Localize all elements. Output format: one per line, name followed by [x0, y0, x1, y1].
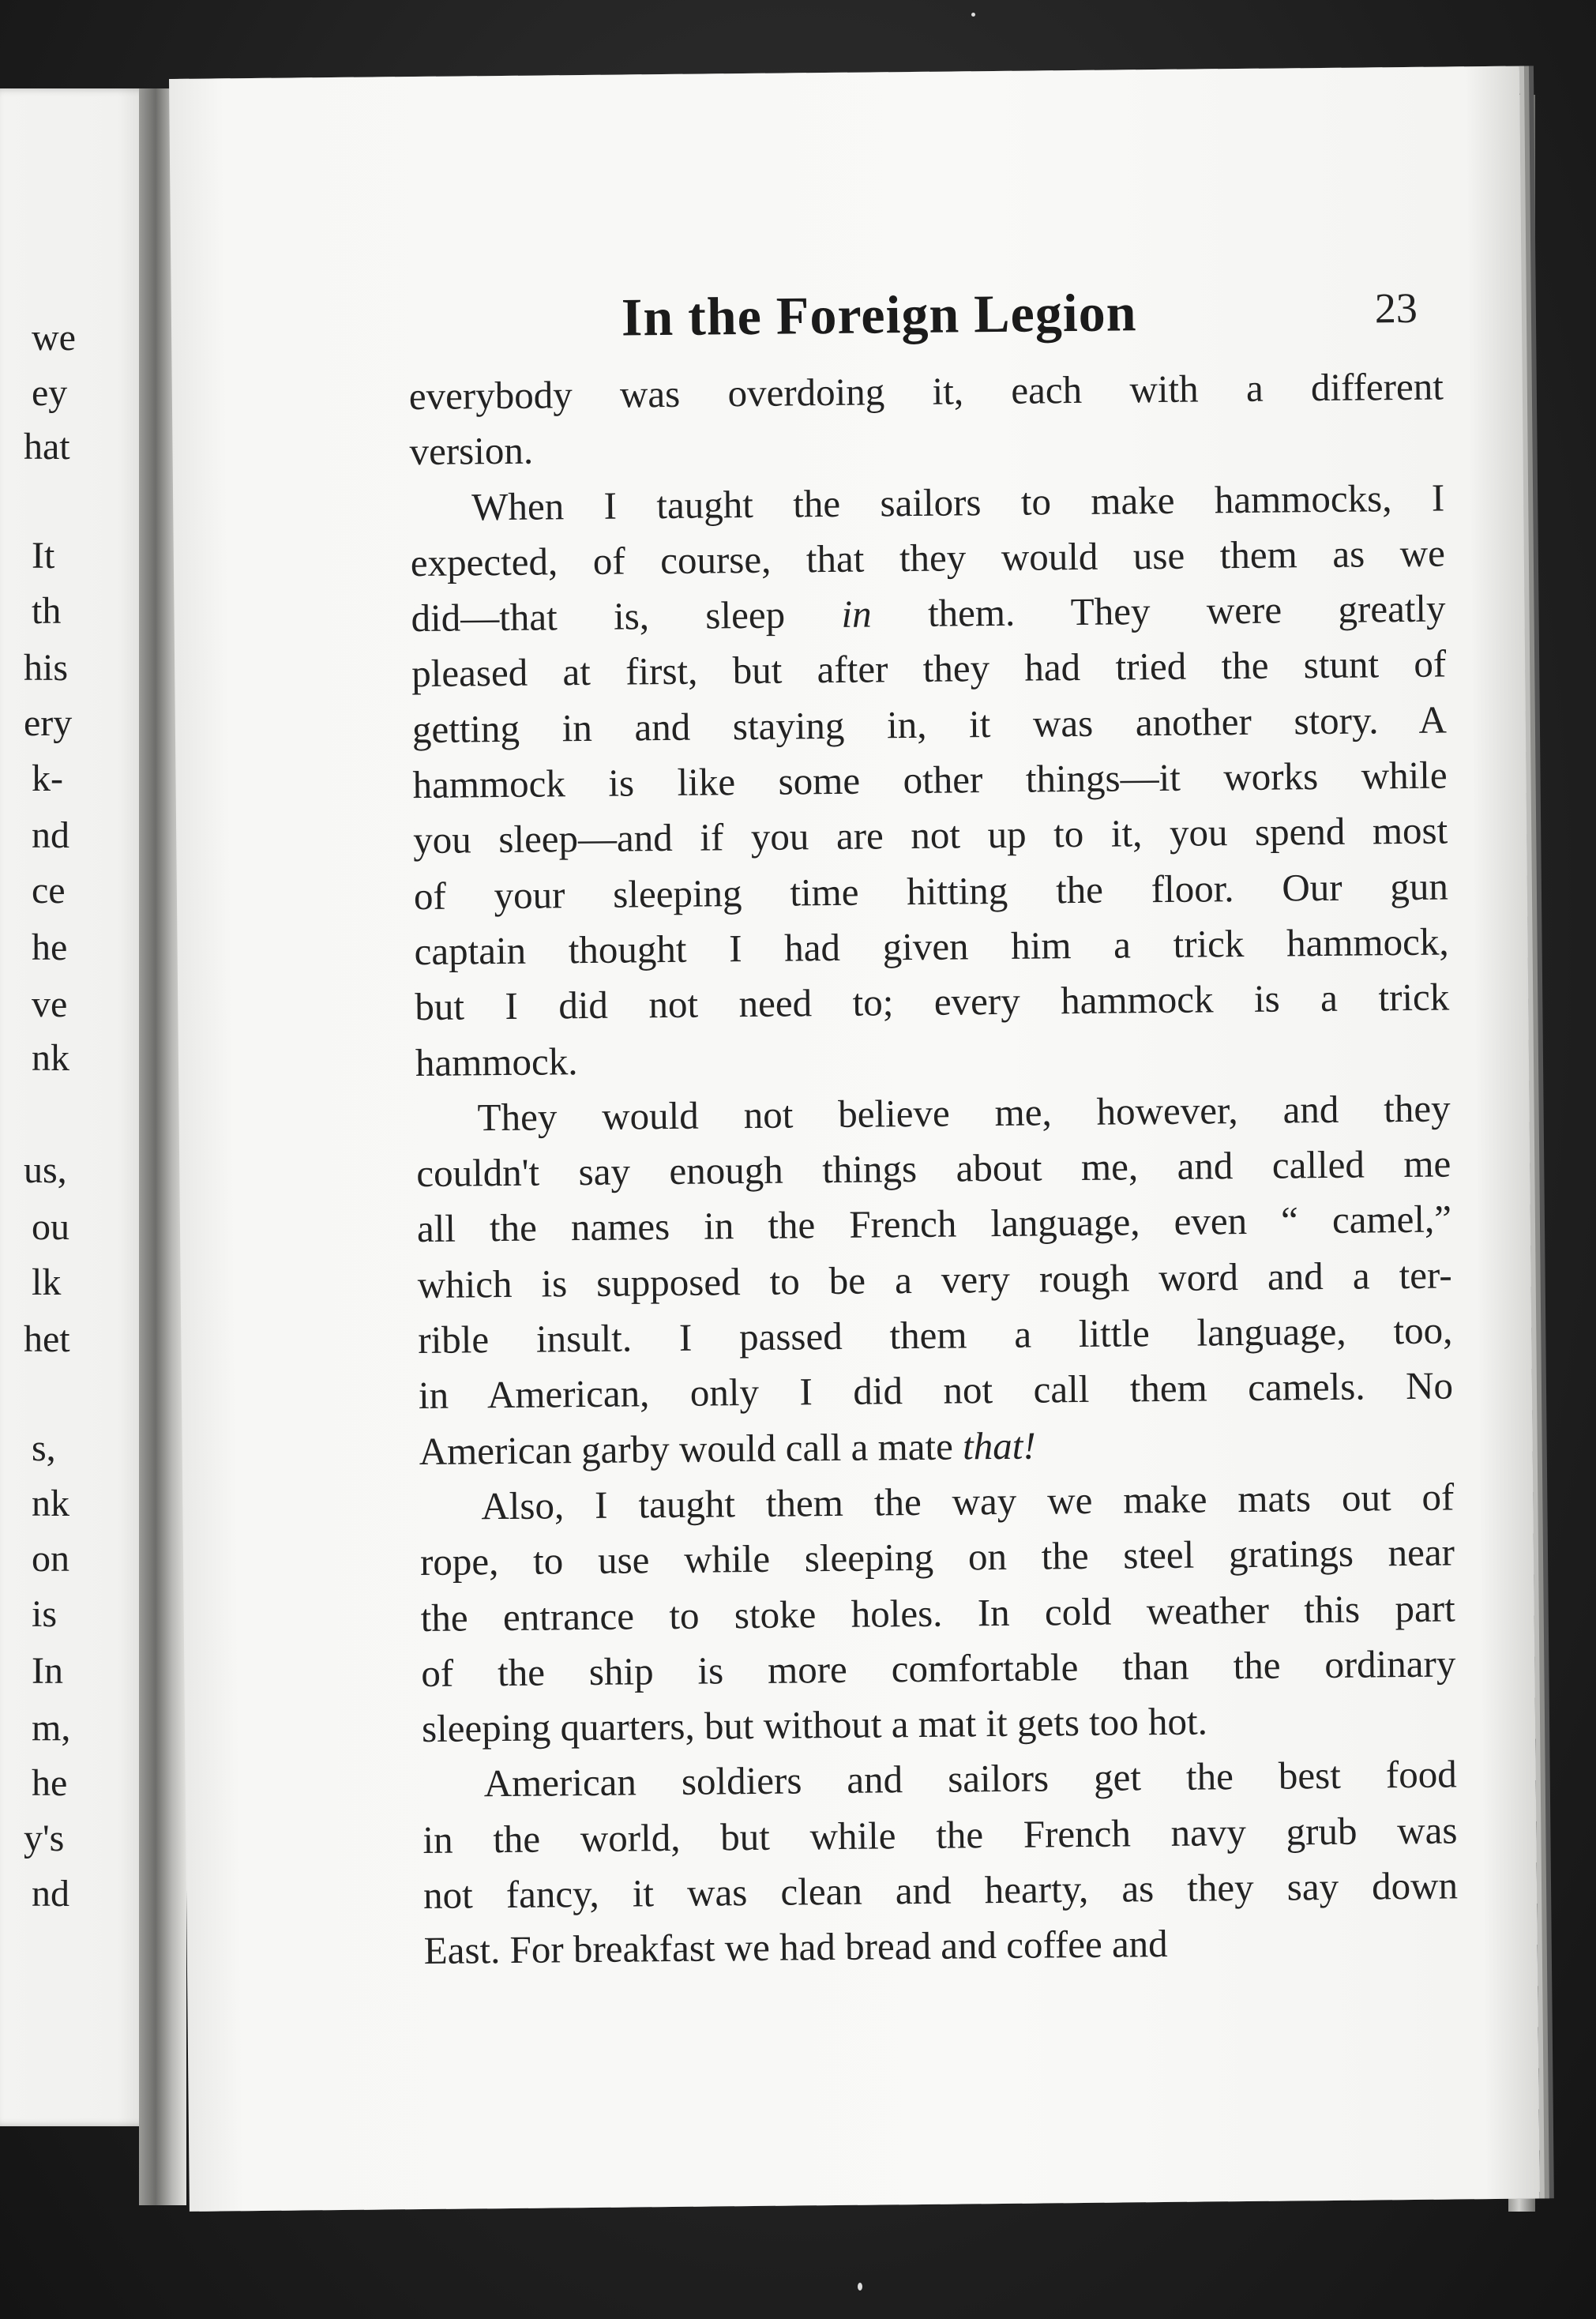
- left-page-fragment: nd: [32, 814, 69, 856]
- text-line: in the world, but while the French navy grub was: [422, 1808, 1458, 1862]
- text-line: which is supposed to be a very rough word and a ter-: [417, 1253, 1452, 1306]
- text-line: not fancy, it was clean and hearty, as they say down: [422, 1863, 1459, 1918]
- body-text: [409, 359, 1459, 1979]
- text-line: captain thought I had given him a trick hammock,: [414, 919, 1449, 974]
- scan-speck: [858, 2283, 862, 2291]
- left-page-fragment: his: [24, 647, 69, 689]
- text-line: of your sleeping time hitting the floor. Our gun: [413, 864, 1449, 918]
- left-page-fragment: k-: [32, 757, 63, 799]
- text-line: couldn't say enough things about me, and called me: [416, 1141, 1451, 1196]
- left-page-fragment: s,: [32, 1427, 56, 1469]
- left-page-fragment: In: [32, 1650, 63, 1692]
- page-header: [456, 279, 1436, 359]
- left-page-fragment: nk: [32, 1037, 69, 1079]
- text-line: hammock.: [415, 1039, 578, 1084]
- left-page-fragment: hat: [24, 426, 70, 468]
- text-line: you sleep—and if you are not up to it, you spend most: [413, 808, 1448, 863]
- text-line: rible insult. I passed them a little language, too,: [418, 1308, 1453, 1362]
- text-line: version.: [409, 428, 534, 474]
- book-page: [169, 66, 1540, 2212]
- left-page-fragment: th: [32, 590, 62, 632]
- text-line: of the ship is more comfortable than the ordinary: [421, 1641, 1456, 1695]
- text-line: everybody was overdoing it, each with a different: [408, 364, 1444, 419]
- text-line: hammock is like some other things—it works while: [412, 753, 1448, 807]
- left-page-fragment: he: [32, 1762, 68, 1804]
- text-line: American garby would call a mate that!: [419, 1423, 1036, 1473]
- left-page-fragment: lk: [32, 1261, 62, 1303]
- left-page-fragment: is: [32, 1593, 58, 1635]
- text-line: When I taught the sailors to make hammocks, I: [471, 475, 1445, 528]
- left-page-fragment: he: [32, 926, 68, 968]
- text-line: sleeping quarters, but without a mat it gets too hot.: [421, 1699, 1208, 1751]
- text-line: expected, of course, that they would use them as we: [410, 531, 1446, 584]
- scan-speck: [971, 13, 975, 17]
- text-line: rope, to use while sleeping on the steel gratings near: [419, 1530, 1455, 1584]
- running-head: In the Foreign Legion: [621, 282, 1137, 348]
- left-page-fragment: ery: [24, 702, 73, 744]
- text-line: Also, I taught them the way we make mats out of: [481, 1475, 1455, 1528]
- text-line: all the names in the French language, even “ camel,”: [416, 1197, 1452, 1251]
- left-page-fragment: ey: [32, 372, 68, 414]
- text-line: East. For breakfast we had bread and coffee and: [423, 1922, 1168, 1973]
- text-line: but I did not need to; every hammock is a trick: [415, 975, 1450, 1029]
- text-line: pleased at first, but after they had tried the stunt of: [411, 641, 1447, 696]
- left-page-fragment: ou: [32, 1206, 69, 1248]
- text-line: did—that is, sleep in them. They were greatly: [411, 586, 1446, 641]
- left-page-fragment: us,: [24, 1149, 67, 1191]
- left-page-fragment: on: [32, 1538, 69, 1580]
- text-line: American soldiers and sailors get the best food: [483, 1752, 1457, 1806]
- left-page-fragment: we: [32, 317, 76, 359]
- text-line: They would not believe me, however, and they: [477, 1086, 1451, 1140]
- left-page-fragment: nk: [32, 1483, 69, 1524]
- left-page-fragment: m,: [32, 1707, 71, 1749]
- text-line: in American, only I did not call them camels. No: [418, 1363, 1454, 1418]
- page-number: 23: [1374, 284, 1418, 333]
- left-page-fragment: ve: [32, 983, 68, 1025]
- text-line: getting in and staying in, it was another story. A: [411, 697, 1448, 751]
- left-page-fragment: het: [24, 1318, 70, 1360]
- left-page-fragment: It: [32, 535, 55, 577]
- left-page-fragment: nd: [32, 1873, 69, 1915]
- left-page-fragment: ce: [32, 870, 66, 911]
- text-line: the entrance to stoke holes. In cold weather this part: [420, 1585, 1455, 1640]
- left-page-fragment: y's: [24, 1817, 65, 1859]
